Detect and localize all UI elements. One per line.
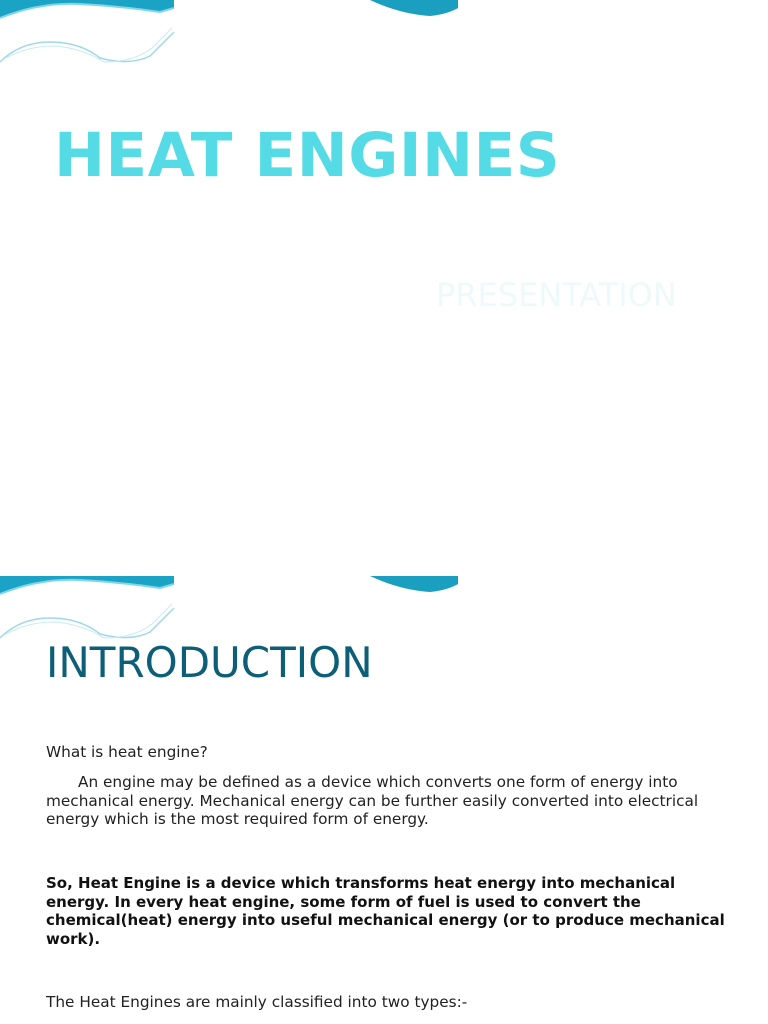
heat-engine-paragraph: So, Heat Engine is a device which transforms heat energy into mechanical energy. In every heat engine, some form of fuel is used to convert the chemical(heat) energy into useful mechanical energy (or to produce mechanical work). bbox=[46, 874, 725, 948]
question-text: What is heat engine? bbox=[46, 743, 208, 761]
introduction-slide bbox=[0, 576, 768, 1024]
wave-band-right bbox=[370, 0, 458, 16]
wave-decoration bbox=[0, 0, 768, 70]
wave-decoration bbox=[0, 576, 768, 646]
slide-title: HEAT ENGINES bbox=[54, 120, 561, 191]
slide-title: INTRODUCTION bbox=[46, 638, 373, 687]
wave-thin-line bbox=[0, 608, 174, 638]
definition-paragraph: An engine may be defined as a device which converts one form of energy into mechanical energy. Mechanical energy can be further easily converted into electrical energy which is the most required form of energy. bbox=[46, 773, 699, 829]
classification-text: The Heat Engines are mainly classified into two types:- bbox=[46, 993, 468, 1011]
slide-subtitle: PRESENTATION bbox=[436, 276, 677, 314]
wave-band-right bbox=[370, 576, 458, 592]
wave-thin-line bbox=[0, 32, 174, 62]
